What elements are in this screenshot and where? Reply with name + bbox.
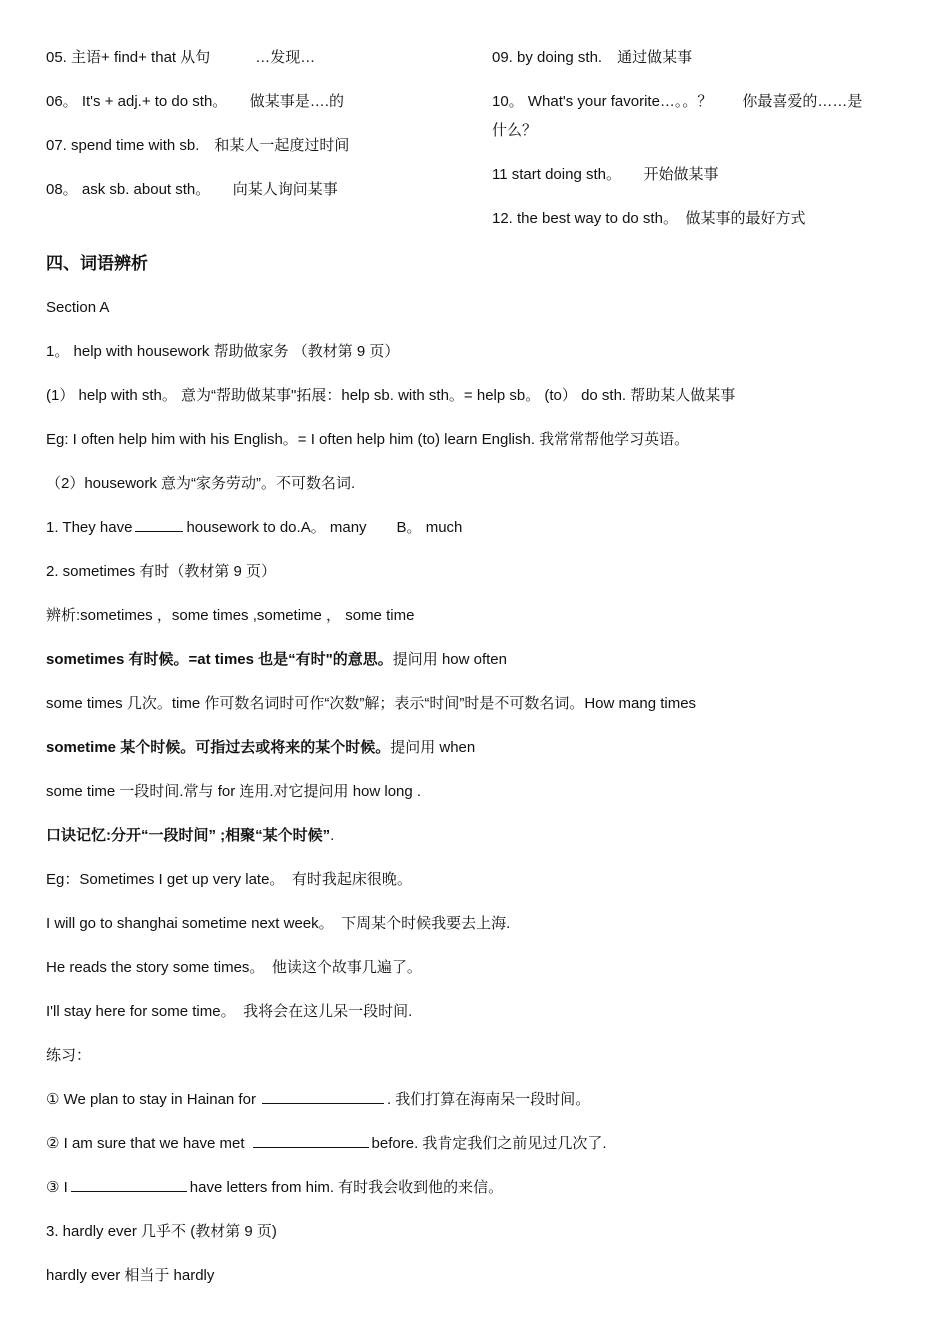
phrase-05: 05. 主语+ find+ that 从句 …发现… (46, 49, 316, 66)
section-title: 四、词语辨析 (46, 254, 148, 273)
example-4: I'll stay here for some time。 我将会在这儿呆一段时间. (46, 1003, 413, 1020)
answer-blank[interactable] (135, 517, 183, 532)
sometimes-definition-rest: 提问用 how often (392, 651, 507, 668)
example-2: I will go to shanghai sometime next week。 下周某个时候我要去上海. (46, 915, 511, 932)
answer-blank[interactable] (253, 1133, 369, 1148)
practice-3-before: ③ I (46, 1179, 68, 1196)
item2-analysis: 辨析:sometimes ，some times ,sometime ， some time (46, 607, 415, 624)
answer-blank[interactable] (262, 1089, 384, 1104)
practice-2-before: ② I am sure that we have met (46, 1135, 245, 1152)
item1-example: Eg: I often help him with his English。= I often help him (to) learn English. 我常常帮他学习英语。 (46, 431, 690, 448)
phrase-11: 11 start doing sth。 开始做某事 (492, 166, 719, 183)
some-time-definition: some time 一段时间.常与 for 连用.对它提问用 how long . (46, 783, 422, 800)
item3-point1: hardly ever 相当于 hardly (46, 1267, 215, 1284)
sometimes-definition (46, 649, 507, 671)
mnemonic (46, 825, 334, 847)
practice-2 (46, 1133, 607, 1155)
phrase-12: 12. the best way to do sth。 做某事的最好方式 (492, 210, 806, 227)
phrase-08: 08。 ask sb. about sth。 向某人询问某事 (46, 181, 338, 198)
sometime-definition (46, 737, 475, 759)
mnemonic-rest: . (330, 827, 335, 844)
practice-2-after: before. 我肯定我们之前见过几次了. (371, 1135, 607, 1152)
phrase-10-cont: 什么？ (492, 122, 538, 139)
example-1: Eg：Sometimes I get up very late。 有时我起床很晚。 (46, 871, 412, 888)
item1-question (46, 517, 462, 539)
phrase-10: 10。 What's your favorite…。。？ 你最喜爱的……是 (492, 93, 863, 110)
example-3: He reads the story some times。 他读这个故事几遍了。 (46, 959, 422, 976)
item2-heading: 2. sometimes 有时（教材第 9 页） (46, 563, 277, 580)
mnemonic-bold: 口诀记忆:分开“一段时间” ;相聚“某个时候” (46, 827, 331, 844)
item1-question-after: housework to do.A。 many B。 much (186, 519, 463, 536)
sometimes-definition-bold: sometimes 有时候。=at times 也是“有时"的意思。 (46, 651, 393, 668)
practice-3-after: have letters from him. 有时我会收到他的来信。 (189, 1179, 504, 1196)
phrase-09: 09. by doing sth. 通过做某事 (492, 49, 693, 66)
item1-heading: 1。 help with housework 帮助做家务 （教材第 9 页） (46, 343, 400, 360)
phrase-07: 07. spend time with sb. 和某人一起度过时间 (46, 137, 350, 154)
item3-heading: 3. hardly ever 几乎不 (教材第 9 页) (46, 1223, 277, 1240)
item1-point2: （2）housework 意为“家务劳动”。不可数名词. (46, 475, 356, 492)
practice-1 (46, 1089, 590, 1111)
practice-label: 练习： (46, 1047, 92, 1064)
practice-3 (46, 1177, 503, 1199)
phrase-06: 06。 It's + adj.+ to do sth。 做某事是….的 (46, 93, 344, 110)
item1-question-before: 1. They have (46, 519, 133, 536)
item1-point1: (1） help with sth。 意为“帮助做某事"拓展：help sb. with sth。= help sb。 (to） do sth. 帮助某人做某事 (46, 387, 736, 404)
section-a-label: Section A (46, 299, 110, 316)
sometime-definition-bold: sometime 某个时候。可指过去或将来的某个时候。 (46, 739, 391, 756)
sometime-definition-rest: 提问用 when (390, 739, 476, 756)
practice-1-before: ① We plan to stay in Hainan for (46, 1091, 256, 1108)
some-times-definition: some times 几次。time 作可数名词时可作“次数”解；表示“时间”时是不可数名词。How mang times (46, 695, 697, 712)
answer-blank[interactable] (71, 1177, 187, 1192)
practice-1-after: . 我们打算在海南呆一段时间。 (386, 1091, 591, 1108)
